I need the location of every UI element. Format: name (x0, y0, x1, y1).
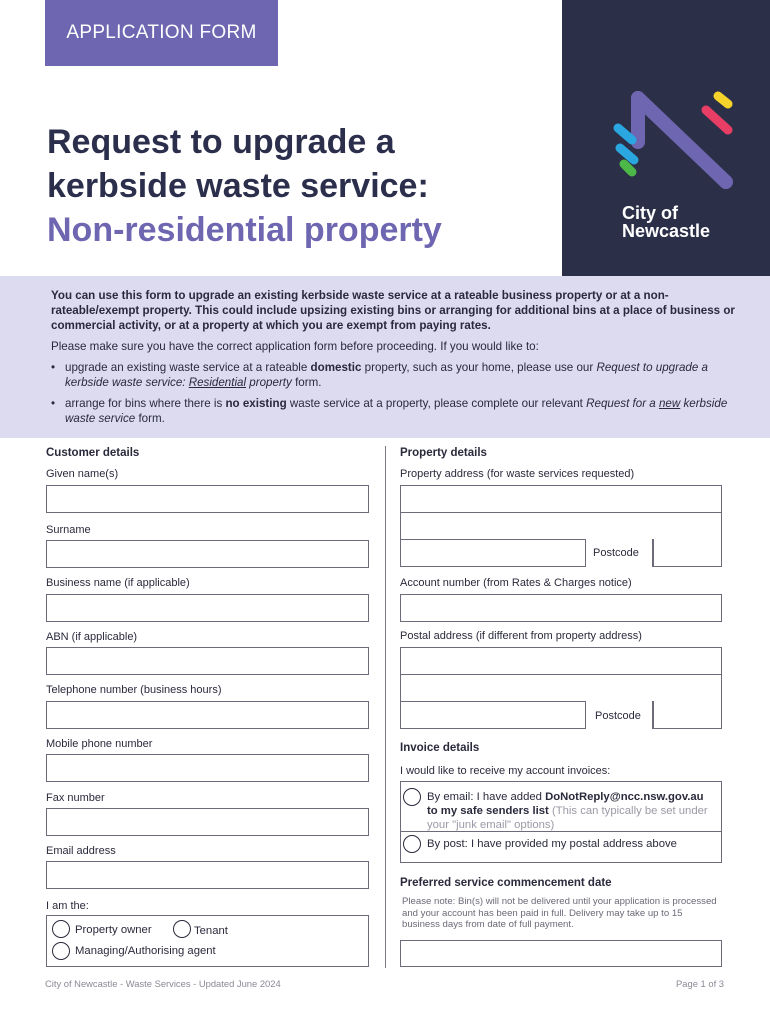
fax-field[interactable] (46, 808, 369, 836)
postal-address-rule-1 (400, 674, 722, 675)
intro-panel (0, 276, 770, 438)
agent-radio[interactable] (52, 942, 70, 960)
abn-field[interactable] (46, 647, 369, 675)
invoice-email-label: By email: I have added DoNotReply@ncc.nsw.gov.au to my safe senders list (This can typically be set under your "junk email" options) (427, 791, 708, 831)
business-name-label: Business name (if applicable) (46, 577, 190, 589)
customer-details-heading: Customer details (46, 447, 140, 459)
intro-bullet-residential: • upgrade an existing waste service at a rateable domestic property, such as your home, please use our Request to upgrade a kerbside waste service: Residential property form. (51, 360, 750, 390)
footer-source: City of Newcastle - Waste Services - Updated June 2024 (45, 978, 281, 989)
given-names-field[interactable] (46, 485, 369, 513)
logo-line-2: Newcastle (622, 221, 711, 241)
intro-paragraph: Please make sure you have the correct application form before proceeding. If you would like to: (51, 340, 539, 353)
mobile-field[interactable] (46, 754, 369, 782)
postcode-label: Postcode (593, 547, 639, 559)
new-service-link[interactable]: new (658, 397, 681, 410)
tenant-radio[interactable] (173, 920, 191, 938)
given-names-label: Given name(s) (46, 468, 119, 480)
mobile-label: Mobile phone number (46, 738, 153, 750)
commencement-note: Please note: Bin(s) will not be delivered until your application is processed and your account has been paid in full. Delivery may take up to 15 business days from date of full payment. (402, 896, 717, 930)
fax-label: Fax number (46, 792, 105, 804)
property-address-rule-1 (400, 512, 722, 513)
telephone-label: Telephone number (business hours) (46, 684, 222, 696)
invoice-post-label: By post: I have provided my postal address above (427, 838, 677, 850)
telephone-field[interactable] (46, 701, 369, 729)
email-address-label: Email address (46, 845, 116, 857)
logo-line-1: City of (622, 203, 678, 223)
column-divider (385, 446, 386, 968)
i-am-options-box (46, 915, 369, 967)
invoice-details-heading: Invoice details (400, 742, 480, 754)
postal-postcode-label: Postcode (595, 710, 641, 722)
commencement-heading: Preferred service commencement date (400, 877, 612, 889)
intro-bullet-new-service: • arrange for bins where there is no existing waste service at a property, please complete our relevant Request for a new kerbside waste service form. (51, 396, 750, 426)
surname-label: Surname (46, 524, 91, 536)
title-line-1: Request to upgrade a (47, 123, 395, 161)
account-number-field[interactable] (400, 594, 722, 622)
intro-lead: You can use this form to upgrade an existing kerbside waste service at a rateable business property or at a non-rateable/exempt property. This could include upsizing existing bins or arranging for additional bins at a place of business or commercial activity, or at a property at which you are exempt from paying rates. (51, 289, 735, 332)
property-owner-radio[interactable] (52, 920, 70, 938)
invoice-post-radio[interactable] (403, 835, 421, 853)
account-number-label: Account number (from Rates & Charges notice) (400, 577, 632, 589)
property-owner-label: Property owner (75, 924, 152, 936)
postal-postcode-field[interactable] (653, 701, 722, 729)
logo-wordmark (622, 204, 710, 240)
i-am-label: I am the: (46, 900, 89, 912)
page-title (47, 120, 547, 252)
postal-address-label: Postal address (if different from property address) (400, 630, 642, 642)
business-name-field[interactable] (46, 594, 369, 622)
form-type-badge: APPLICATION FORM (45, 0, 278, 66)
tenant-label: Tenant (194, 925, 228, 937)
commencement-date-field[interactable] (400, 940, 722, 967)
agent-label: Managing/Authorising agent (75, 945, 216, 957)
title-line-2: kerbside waste service: (47, 167, 429, 205)
title-line-3: Non-residential property (47, 211, 442, 249)
intro-bullet-list (51, 360, 750, 426)
invoice-email-radio[interactable] (403, 788, 421, 806)
email-address-field[interactable] (46, 861, 369, 889)
property-address-label: Property address (for waste services requested) (400, 468, 635, 480)
abn-label: ABN (if applicable) (46, 631, 138, 643)
city-of-newcastle-logo-icon (610, 82, 740, 197)
invoice-prompt: I would like to receive my account invoices: (400, 765, 611, 777)
logo-panel (562, 0, 770, 276)
page-number: Page 1 of 3 (676, 978, 724, 989)
property-details-heading: Property details (400, 447, 487, 459)
residential-link[interactable]: Residential (188, 376, 247, 389)
property-postcode-field[interactable] (653, 539, 722, 567)
surname-field[interactable] (46, 540, 369, 568)
